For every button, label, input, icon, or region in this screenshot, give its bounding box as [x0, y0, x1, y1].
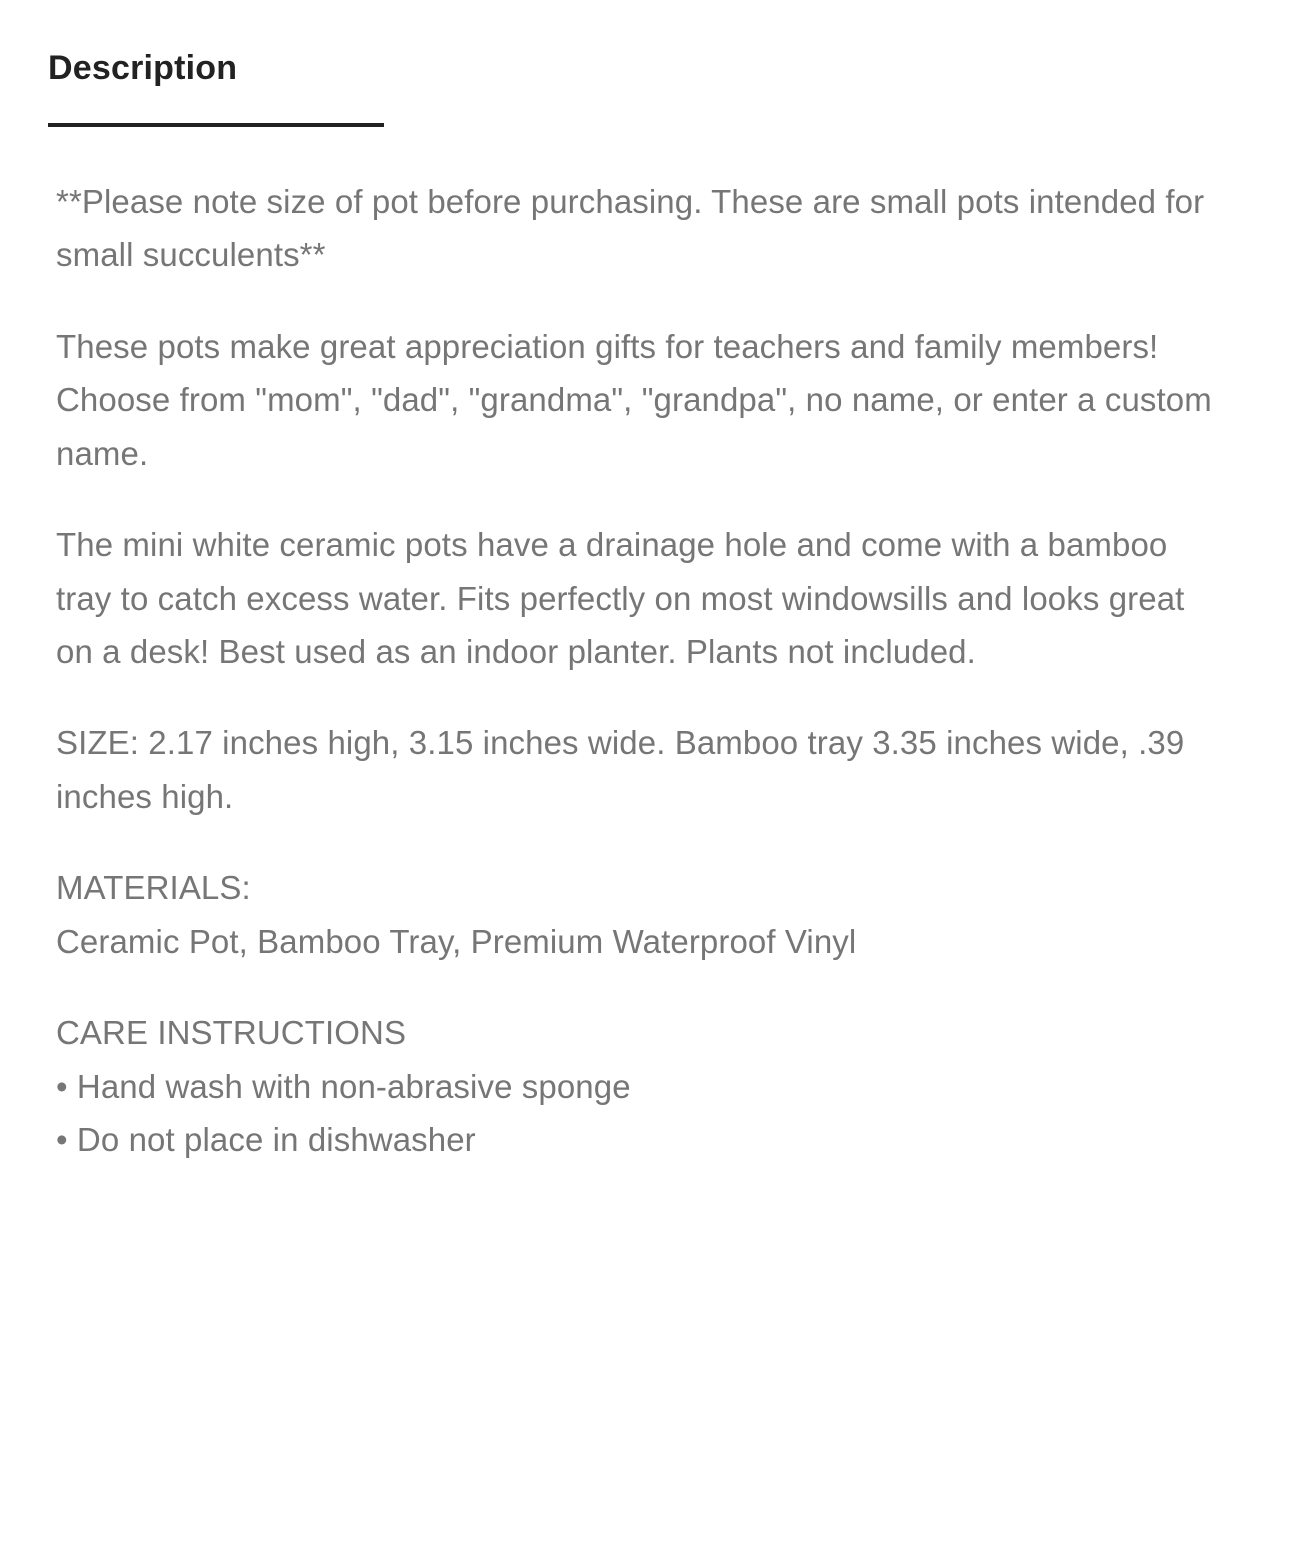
- description-note: **Please note size of pot before purchasing. These are small pots intended for small succulents**: [56, 182, 1205, 274]
- care-instructions-label: CARE INSTRUCTIONS: [56, 1014, 407, 1052]
- materials-label: MATERIALS:: [56, 869, 251, 907]
- description-gifts: These pots make great appreciation gifts for teachers and family members! Choose from "mom", "dad", "grandma", "grandpa", no name, or enter a custom name.: [56, 327, 1212, 472]
- description-body: [0, 127, 1290, 1227]
- page-title: Description: [48, 49, 238, 87]
- description-size: SIZE: 2.17 inches high, 3.15 inches wide. Bamboo tray 3.35 inches wide, .39 inches high.: [56, 724, 1185, 815]
- care-instruction-item-1: • Hand wash with non-abrasive sponge: [56, 1067, 631, 1105]
- description-section-header: [0, 0, 1290, 127]
- description-details: The mini white ceramic pots have a drainage hole and come with a bamboo tray to catch excess water. Fits perfectly on most windowsills and looks great on a desk! Best used as an indoor planter. Plants not included.: [56, 526, 1185, 670]
- materials-value: Ceramic Pot, Bamboo Tray, Premium Waterproof Vinyl: [56, 922, 857, 960]
- care-instruction-item-2: • Do not place in dishwasher: [56, 1121, 476, 1159]
